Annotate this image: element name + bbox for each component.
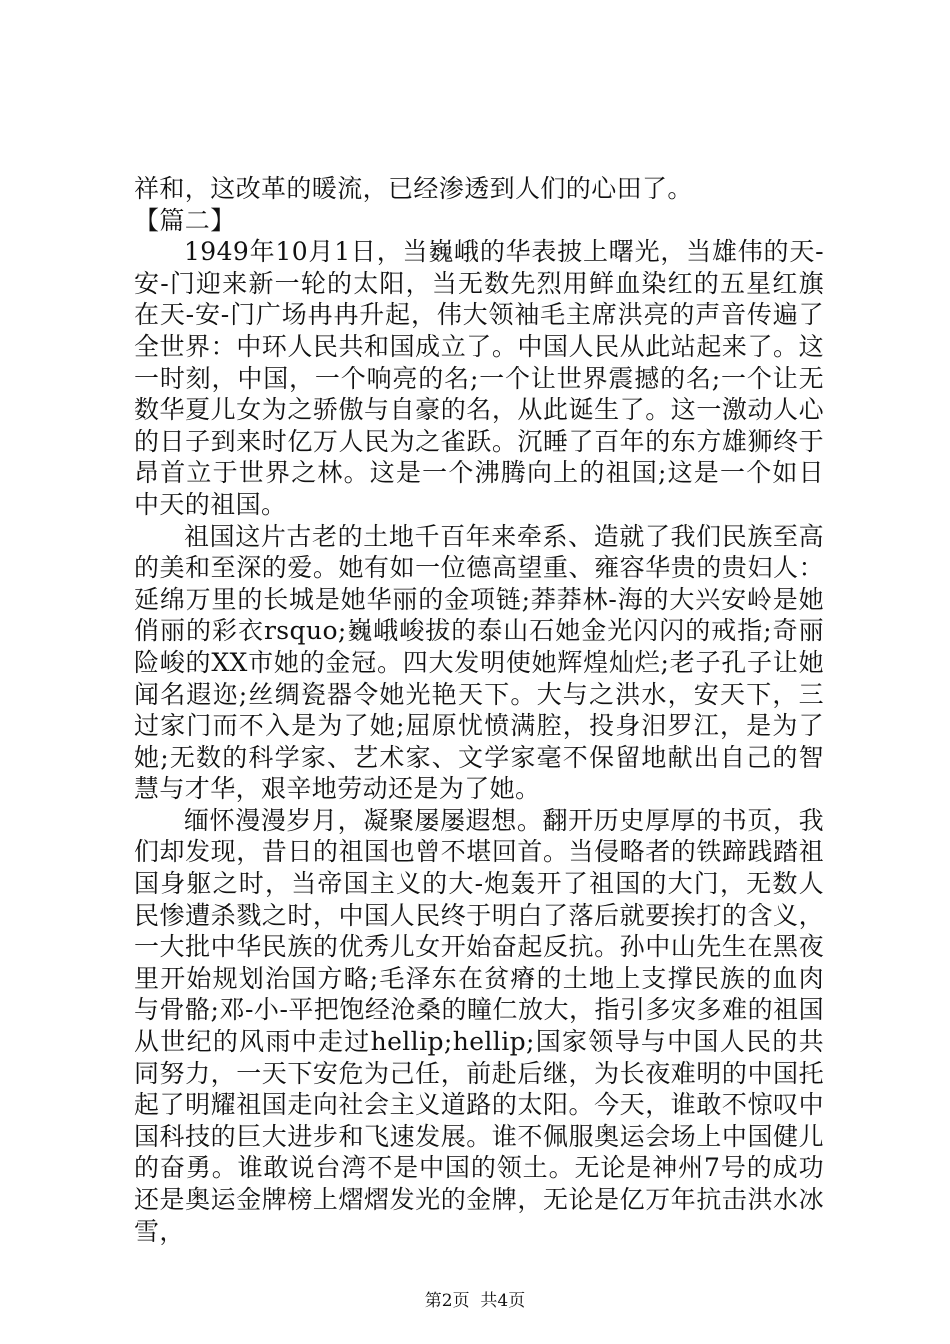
body-paragraph-1: 1949年10月1日，当巍峨的华表披上曙光，当雄伟的天-安-门迎来新一轮的太阳，当无数先烈用鲜血染红的五星红旗在天-安-门广场冉冉升起，伟大领袖毛主席洪亮的声音传遍了全世界：中环人民共和国成立了。中国人民从此站起来了。这一时刻，中国，一个响亮的名;一个让世界震撼的名;一个让无数华夏儿女为之骄傲与自豪的名，从此诞生了。这一激动人心的日子到来时亿万人民为之雀跃。沉睡了百年的东方雄狮终于昂首立于世界之林。这是一个沸腾向上的祖国;这是一个如日中天的祖国。 [134,237,824,519]
document-body [134,173,824,1247]
continuation-paragraph: 祥和，这改革的暖流，已经渗透到人们的心田了。 [134,174,693,203]
body-paragraph-3: 缅怀漫漫岁月，凝聚屡屡遐想。翻开历史厚厚的书页，我们却发现，昔日的祖国也曾不堪回首。当侵略者的铁蹄践踏祖国身躯之时，当帝国主义的大-炮轰开了祖国的大门，无数人民惨遭杀戮之时，中国人民终于明白了落后就要挨打的含义，一大批中华民族的优秀儿女开始奋起反抗。孙中山先生在黑夜里开始规划治国方略;毛泽东在贫瘠的土地上支撑民族的血肉与骨骼;邓-小-平把饱经沧桑的瞳仁放大，指引多灾多难的祖国从世纪的风雨中走过hellip;hellip;国家领导与中国人民的共同努力，一天下安危为己任，前赴后继，为长夜难明的中国托起了明耀祖国走向社会主义道路的太阳。今天，谁敢不惊叹中国科技的巨大进步和飞速发展。谁不佩服奥运会场上中国健儿的奋勇。谁敢说台湾不是中国的领土。无论是神州7号的成功还是奥运金牌榜上熠熠发光的金牌，无论是亿万年抗击洪水冰雪， [134,805,824,1246]
page-number-footer: 第2页 共4页 [424,1291,526,1311]
section-heading: 【篇二】 [134,205,236,235]
body-paragraph-2: 祖国这片古老的土地千百年来牵系、造就了我们民族至高的美和至深的爱。她有如一位德高望重、雍容华贵的贵妇人：延绵万里的长城是她华丽的金项链;莽莽林-海的大兴安岭是她俏丽的彩衣rsquo;巍峨峻拔的泰山石她金光闪闪的戒指;奇丽险峻的XX市她的金冠。四大发明使她辉煌灿烂;老子孔子让她闻名遐迩;丝绸瓷器令她光艳天下。大与之洪水，安天下，三过家门而不入是为了她;屈原忧愤满腔，投身汨罗江，是为了她;无数的科学家、艺术家、文学家毫不保留地献出自己的智慧与才华，艰辛地劳动还是为了她。 [134,521,824,804]
